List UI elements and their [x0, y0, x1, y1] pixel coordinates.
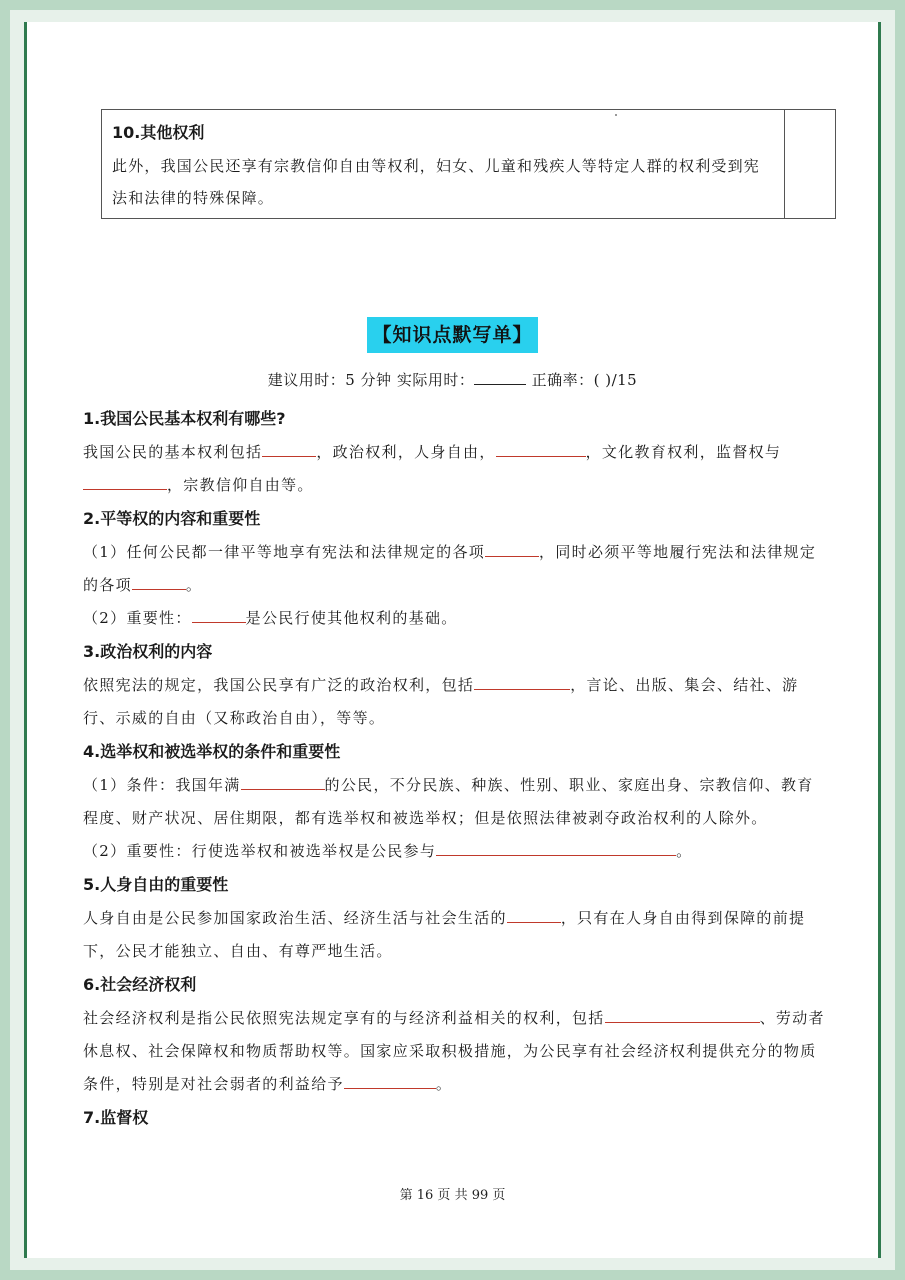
text-fragment: （2）重要性：行使选举权和被选举权是公民参与 — [83, 842, 437, 860]
section-5-title: 5.人身自由的重要性 — [83, 875, 229, 894]
section-4-text-1 — [83, 769, 828, 835]
quiz-content — [83, 402, 828, 1135]
text-fragment: 是公民行使其他权利的基础。 — [245, 609, 458, 627]
text-fragment: （1）任何公民都一律平等地享有宪法和法律规定的各项 — [83, 543, 486, 561]
fill-blank[interactable] — [474, 673, 570, 690]
text-fragment: 的公民，不分民族、种族、性别、职业、家庭出身、宗教信仰、教育程度、财产状况、居住期限，都有选举权和被选举权；但是依照法律被剥夺政治权利的人除外。 — [83, 776, 814, 827]
section-6-text — [83, 1002, 828, 1101]
time-accuracy-line — [0, 368, 905, 392]
section-2-title: 2.平等权的内容和重要性 — [83, 509, 261, 528]
fill-blank[interactable] — [344, 1072, 436, 1089]
section-2-text-2 — [83, 602, 828, 635]
text-fragment: 。 — [676, 842, 693, 860]
actual-time-blank[interactable] — [474, 369, 526, 385]
accuracy-label: 正确率：( )/15 — [526, 371, 638, 389]
text-fragment: ，同时必须平等地履行宪法和法律规定的各项 — [83, 543, 817, 594]
text-fragment: 人身自由是公民参加国家政治生活、经济生活与社会生活的 — [83, 909, 507, 927]
fill-blank[interactable] — [496, 440, 586, 457]
section-3-title: 3.政治权利的内容 — [83, 642, 213, 661]
fill-blank[interactable] — [192, 606, 246, 623]
rights-table — [101, 109, 836, 219]
fill-blank[interactable] — [605, 1006, 760, 1023]
fill-blank[interactable] — [507, 906, 561, 923]
text-fragment: 社会经济权利是指公民依照宪法规定享有的与经济利益相关的权利，包括 — [83, 1009, 605, 1027]
text-fragment: ，只有在人身自由得到保障的前提下，公民才能独立、自由、有尊严地生活。 — [83, 909, 806, 960]
section-1-title: 1.我国公民基本权利有哪些? — [83, 409, 286, 428]
fill-blank[interactable] — [485, 540, 539, 557]
page-footer: 第 16 页 共 99 页 — [399, 1188, 506, 1203]
fill-blank[interactable] — [132, 573, 186, 590]
text-fragment: ，政治权利，人身自由， — [316, 443, 496, 461]
section-4-title: 4.选举权和被选举权的条件和重要性 — [83, 742, 341, 761]
fill-blank[interactable] — [262, 440, 316, 457]
text-fragment: ，宗教信仰自由等。 — [167, 476, 314, 494]
section-6-title: 6.社会经济权利 — [83, 975, 197, 994]
section-7-title: 7.监督权 — [83, 1108, 149, 1127]
section-3-text — [83, 669, 828, 735]
text-fragment: （2）重要性： — [83, 609, 192, 627]
text-fragment: ，文化教育权利，监督权与 — [585, 443, 782, 461]
text-fragment: ，言论、出版、集会、结社、游行、示威的自由（又称政治自由），等等。 — [83, 676, 799, 727]
table-body: 此外，我国公民还享有宗教信仰自由等权利，妇女、儿童和残疾人等特定人群的权利受到宪法和法律的特殊保障。 — [112, 157, 761, 207]
table-title: 10.其他权利 — [112, 123, 205, 142]
section-banner: 【知识点默写单】 — [367, 317, 538, 353]
fill-blank[interactable] — [83, 473, 167, 490]
section-4-text-2 — [83, 835, 828, 868]
text-fragment: 我国公民的基本权利包括 — [83, 443, 263, 461]
suggested-time: 建议用时：5 分钟 实际用时： — [267, 371, 475, 389]
section-1-text — [83, 436, 828, 502]
text-fragment: 依照宪法的规定，我国公民享有广泛的政治权利，包括 — [83, 676, 475, 694]
section-2-text-1 — [83, 536, 828, 602]
text-fragment: 。 — [185, 576, 203, 594]
rights-table-cell — [102, 110, 785, 218]
section-5-text — [83, 902, 828, 968]
text-fragment: （1）条件：我国年满 — [83, 776, 241, 794]
fill-blank[interactable] — [241, 773, 325, 790]
text-fragment: 、劳动者休息权、社会保障权和物质帮助权等。国家应采取积极措施，为公民享有社会经济权利提供充分的物质条件，特别是对社会弱者的利益给予 — [83, 1009, 825, 1093]
speck — [615, 114, 617, 116]
text-fragment: 。 — [435, 1075, 453, 1093]
fill-blank[interactable] — [436, 839, 676, 856]
